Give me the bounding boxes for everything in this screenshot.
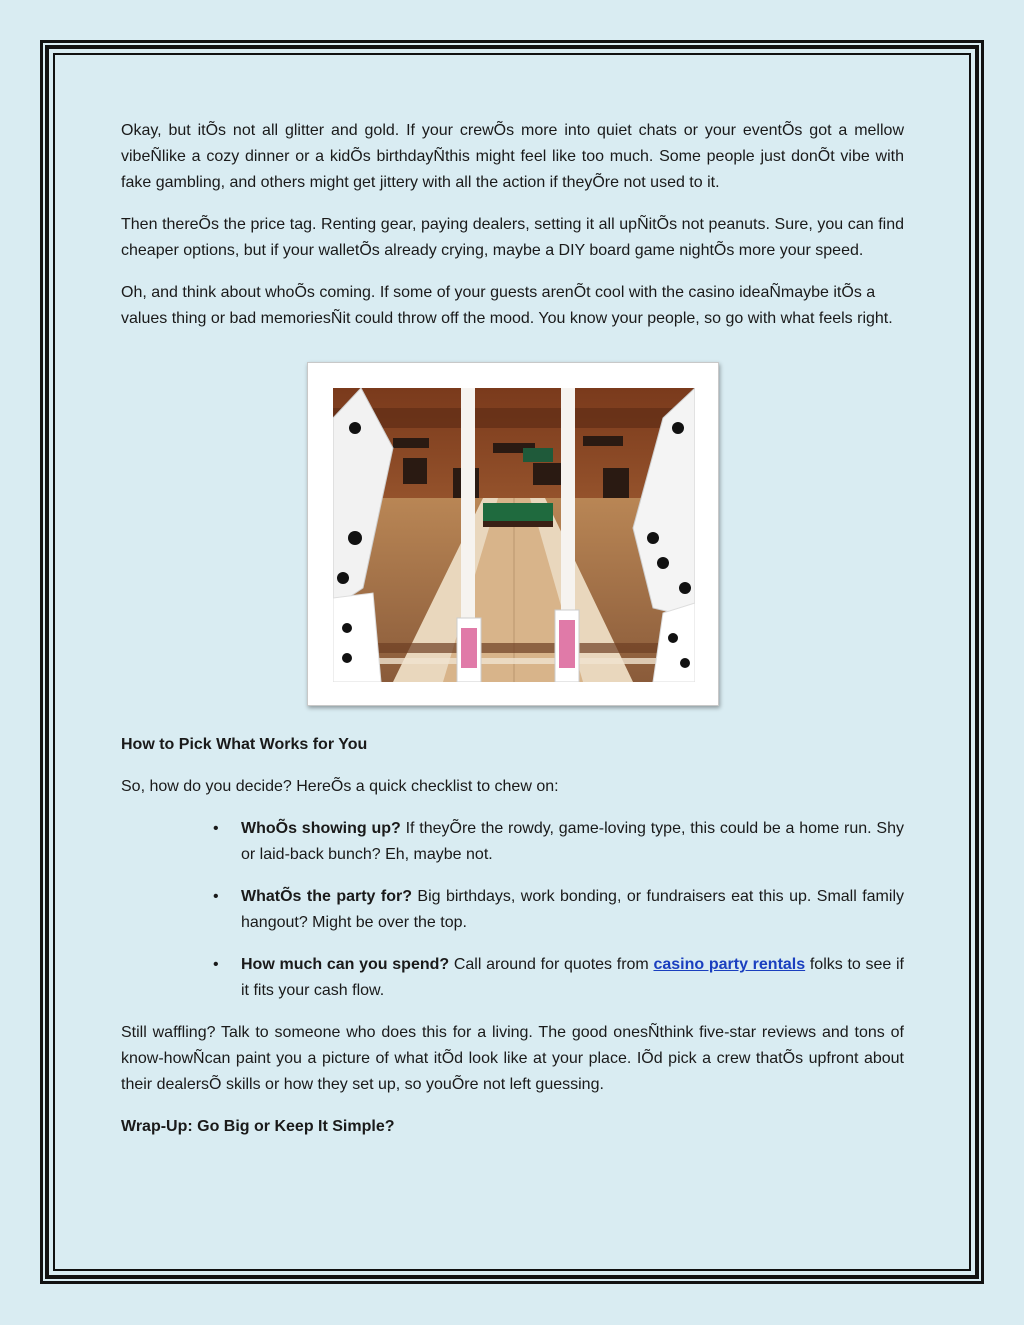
- list-item-title: WhatÕs the party for?: [241, 888, 412, 905]
- list-item-text: Big birthdays, work bonding, or fundraisers eat this up. Small family hangout? Might be over the top.: [241, 888, 904, 931]
- paragraph-vibe: Okay, but itÕs not all glitter and gold. If your crewÕs more into quiet chats or your eventÕs got a mellow vibeÑlike a cozy dinner or a kidÕs birthdayÑthis might feel like too much. Some people just donÕt vibe with fake gambling, and others might get jittery with all the action if theyÕre not used to it.: [121, 122, 904, 191]
- list-item: [213, 816, 904, 868]
- list-item-title: How much can you spend?: [241, 956, 450, 973]
- paragraph-closing: Still waffling? Talk to someone who does this for a living. The good onesÑthink five-star reviews and tons of know-howÑcan paint you a picture of what itÕd look like at your place. IÕd pick a crew thatÕs upfront about their dealersÕ skills or how they set up, so youÕre not left guessing.: [121, 1024, 904, 1093]
- casino-hall-photo: [333, 388, 695, 682]
- paragraph-price: Then thereÕs the price tag. Renting gear, paying dealers, setting it all upÑitÕs not peanuts. Sure, you can find cheaper options, but if your walletÕs already crying, maybe a DIY board game nightÕs more your speed.: [121, 216, 904, 259]
- section-heading-pick: How to Pick What Works for You: [121, 736, 368, 753]
- checklist: [121, 816, 904, 1004]
- list-item-text: folks to see if it fits your cash flow.: [241, 956, 904, 999]
- paragraph-guests: Oh, and think about whoÕs coming. If some of your guests arenÕt cool with the casino ideaÑmaybe itÕs a values thing or bad memoriesÑit could throw off the mood. You know your people, so go with what feels right.: [121, 284, 893, 327]
- checklist-intro: So, how do you decide? HereÕs a quick checklist to chew on:: [121, 778, 559, 795]
- section-heading-wrapup: Wrap-Up: Go Big or Keep It Simple?: [121, 1118, 395, 1135]
- list-item-title: WhoÕs showing up?: [241, 820, 401, 837]
- casino-party-rentals-link[interactable]: casino party rentals: [653, 956, 806, 973]
- list-item-text: Call around for quotes from: [449, 956, 654, 973]
- list-item-text: If theyÕre the rowdy, game-loving type, this could be a home run. Shy or laid-back bunch? Eh, maybe not.: [241, 820, 904, 863]
- image-frame: [307, 362, 719, 706]
- list-item: [213, 952, 904, 1004]
- bullet-icon: •: [213, 956, 219, 973]
- list-item: [213, 884, 904, 936]
- bullet-icon: •: [213, 820, 219, 837]
- bullet-icon: •: [213, 888, 219, 905]
- document-body: [121, 118, 904, 1156]
